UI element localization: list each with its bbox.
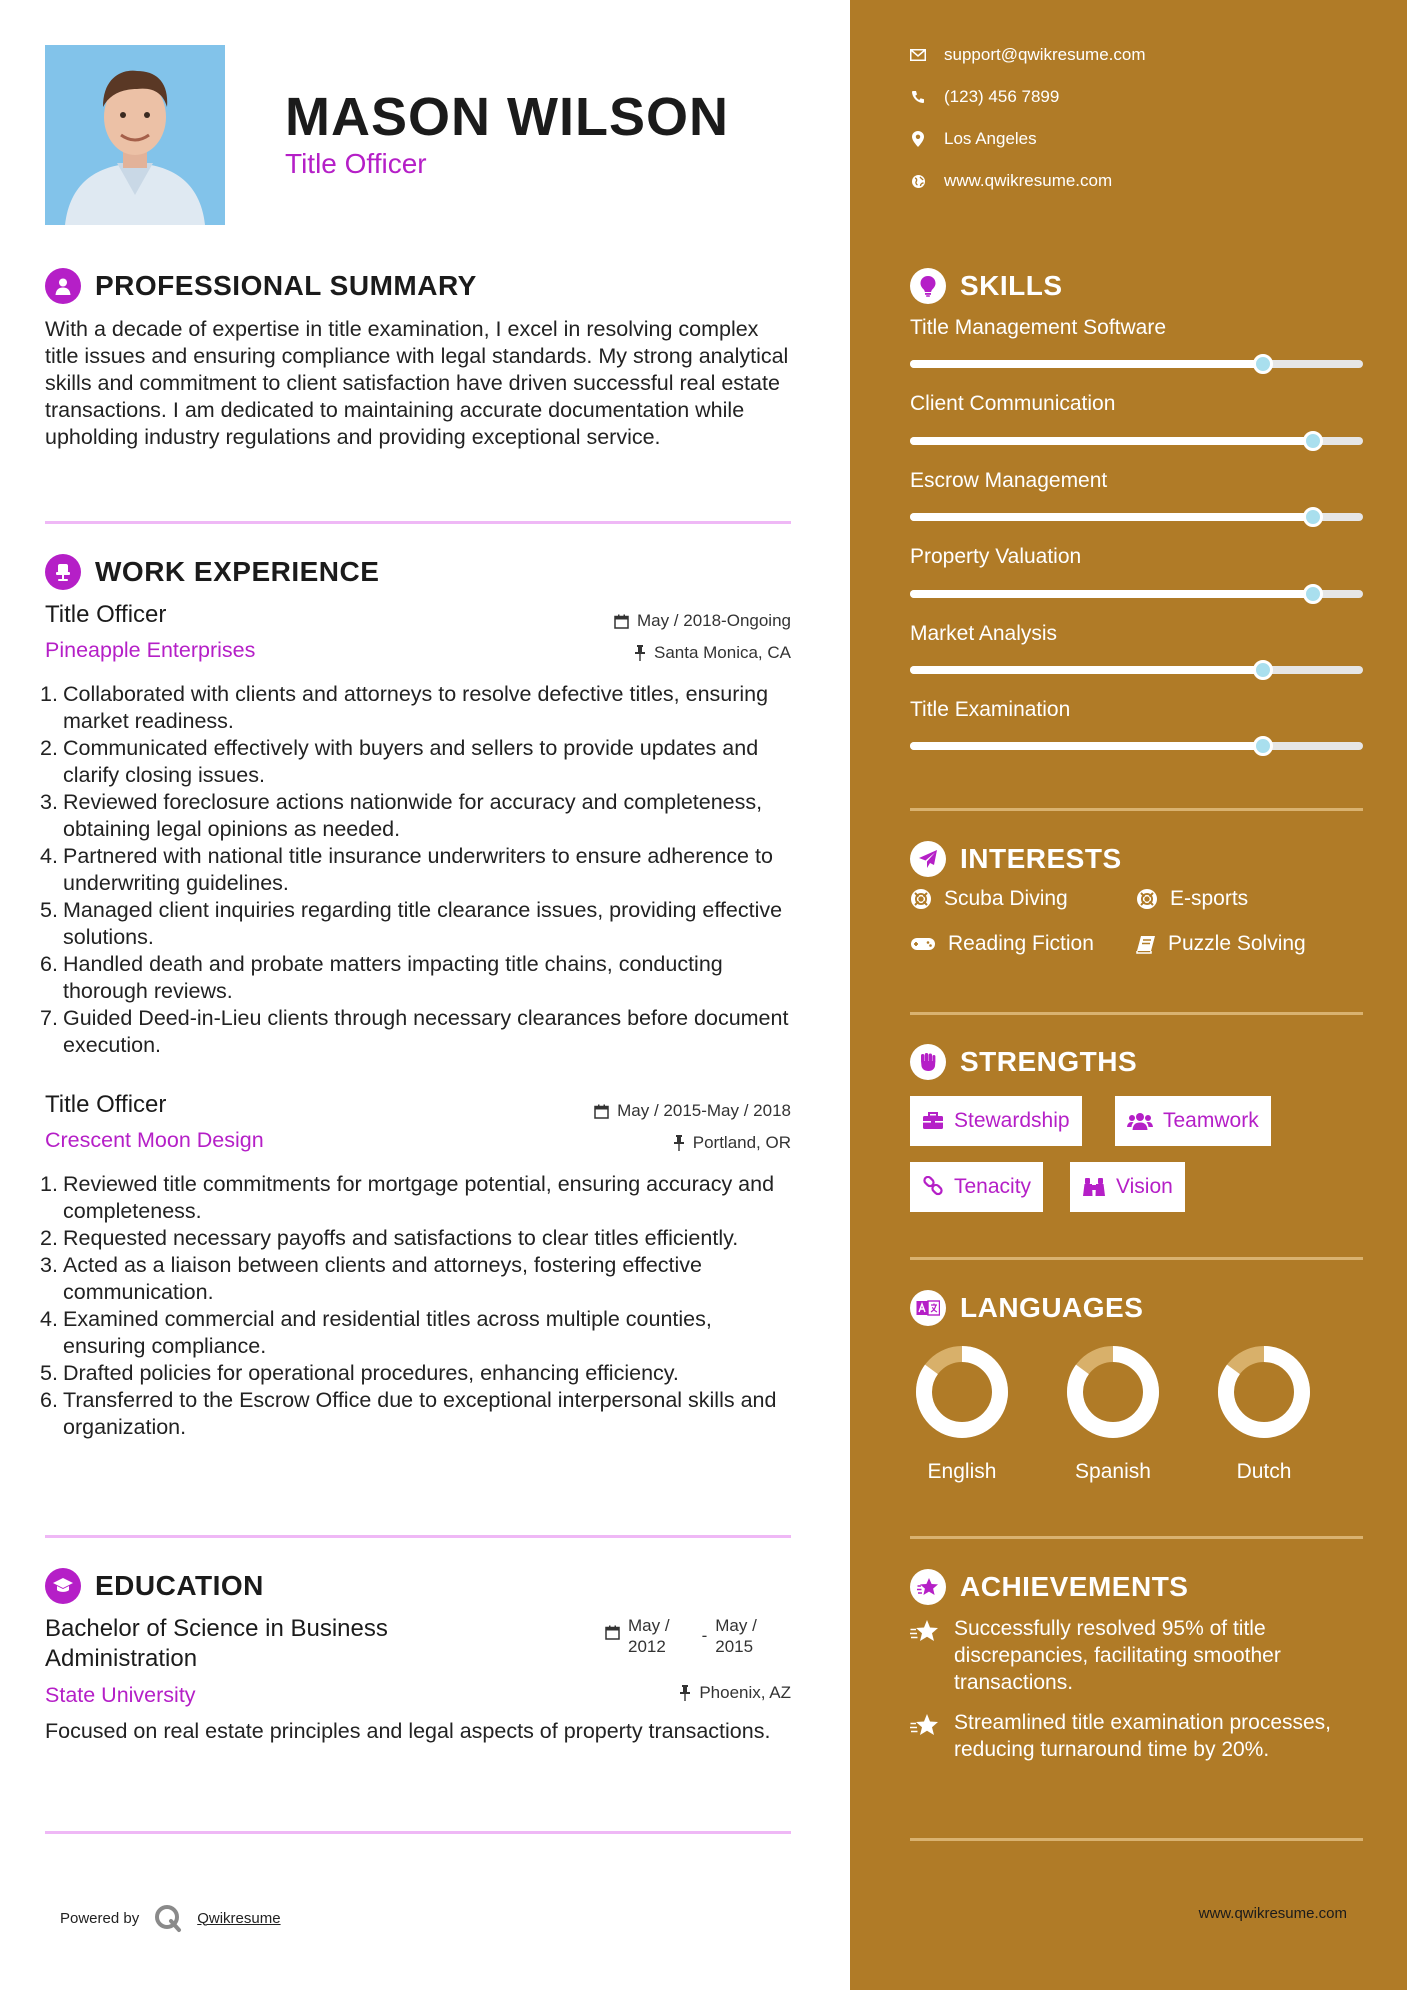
start-date: May / 2012 [628,1616,670,1656]
education-dates [605,1615,757,1657]
job-responsibilities [40,1171,800,1441]
job-location [673,1133,791,1153]
interest-item [910,932,1094,956]
skill-bar-fill [910,360,1263,368]
users-icon [1127,1112,1153,1130]
fist-icon [910,1044,946,1080]
globe-icon [910,173,926,189]
achievement-text: Successfully resolved 95% of title discrepancies, facilitating smoother transactions. [954,1617,1281,1694]
life-ring-icon [910,888,932,910]
list-item: 6. Handled death and probate matters impacting title chains, conducting thorough reviews. [40,952,723,1003]
skill-bar-knob [1253,736,1273,756]
pin-icon [634,645,646,661]
sidebar [850,0,1407,1990]
skill-bar-knob [1253,354,1273,374]
powered-by-label: Powered by [60,1909,140,1927]
skill-name: Escrow Management [910,469,1108,492]
calendar-icon [605,1625,620,1640]
skill-bar [910,590,1363,598]
interests-title: INTERESTS [960,843,1122,874]
list-item: 5. Managed client inquiries regarding title clearance issues, providing effective solutions. [40,898,783,949]
skill-bar-knob [1303,507,1323,527]
job-company: Pineapple Enterprises [45,638,256,662]
list-item: 3. Reviewed foreclosure actions nationwide for accuracy and completeness, obtaining legal opinions as needed. [40,790,763,841]
job-company: Crescent Moon Design [45,1128,264,1152]
calendar-icon [614,614,629,629]
interest-label: Reading Fiction [948,932,1094,955]
language-item [897,1342,1027,1484]
section-divider [910,1838,1363,1841]
education-heading [45,1568,264,1604]
language-name: English [927,1460,997,1483]
envelope-icon [910,47,926,63]
strength-chip [910,1096,1082,1146]
section-divider [910,1536,1363,1539]
achievements-title: ACHIEVEMENTS [960,1571,1189,1602]
interest-label: E-sports [1170,887,1249,910]
section-divider [910,1012,1363,1015]
list-item: 5. Drafted policies for operational procedures, enhancing efficiency. [40,1361,679,1385]
interest-label: Scuba Diving [944,887,1068,910]
strength-chip [910,1162,1043,1212]
contact-website[interactable] [910,171,1112,191]
section-divider [45,1831,791,1834]
achievements-heading [910,1569,1188,1605]
qwikresume-link[interactable]: Qwikresume [197,1909,281,1927]
calendar-icon [594,1104,609,1119]
qwikresume-logo-icon [153,1903,183,1933]
skill-bar-fill [910,590,1313,598]
skill-bar [910,666,1363,674]
language-item [1199,1342,1329,1484]
section-divider [910,1257,1363,1260]
language-proficiency-ring [1214,1342,1314,1442]
end-date: May / 2015 [715,1616,757,1656]
experience-heading [45,554,379,590]
list-item: 4. Partnered with national title insurance underwriters to ensure adherence to underwriting guidelines. [40,844,773,895]
job-location [634,643,791,663]
achievement-text: Streamlined title examination processes, reducing turnaround time by 20%. [954,1711,1332,1761]
contact-phone-text: (123) 456 7899 [944,87,1060,106]
paper-plane-icon [910,841,946,877]
graduation-cap-icon [45,1568,81,1604]
star-icon [910,1709,942,1763]
skill-bar [910,742,1363,750]
interest-item [910,887,1068,911]
briefcase-icon [922,1112,944,1130]
list-item: 3. Acted as a liaison between clients and attorneys, fostering effective communication. [40,1253,703,1304]
language-name: Dutch [1236,1460,1292,1483]
languages-title: LANGUAGES [960,1292,1144,1323]
date-dash: - [701,1626,708,1645]
skill-bar-knob [1303,431,1323,451]
language-name: Spanish [1075,1460,1151,1483]
language-item [1048,1342,1178,1484]
skill-name: Title Management Software [910,316,1167,339]
list-item: 1. Collaborated with clients and attorneys to resolve defective titles, ensuring market readiness. [40,682,769,733]
link-icon [922,1176,944,1198]
list-item: 2. Communicated effectively with buyers and sellers to provide updates and clarify closing issues. [40,736,759,787]
skill-bar-fill [910,513,1313,521]
list-item: 4. Examined commercial and residential titles across multiple counties, ensuring compliance. [40,1307,712,1358]
interests-heading [910,841,1122,877]
job-location-text: Portland, OR [692,1133,791,1152]
skill-name: Property Valuation [910,545,1082,568]
skills-heading [910,268,1063,304]
book-icon [1136,934,1156,954]
skill-bar [910,437,1363,445]
job-date-text: May / 2015-May / 2018 [617,1101,791,1120]
skill-name: Title Examination [910,698,1071,721]
powered-by [60,1903,281,1933]
language-icon [910,1290,946,1326]
contact-location-text: Los Angeles [944,129,1037,148]
section-divider [45,1535,791,1538]
experience-title: WORK EXPERIENCE [95,556,380,587]
skills-title: SKILLS [960,270,1063,301]
summary-text: With a decade of expertise in title examination, I excel in resolving complex title issues and ensuring compliance with legal standards. My strong analytical skills and commitment to client satisfaction have driven successful real estate transactions. I am dedicated to maintaining accurate documentation while upholding industry regulations and providing exceptional service. [45,317,789,449]
education-location-text: Phoenix, AZ [699,1683,791,1702]
summary-heading [45,268,477,304]
education-location [679,1683,791,1703]
binoculars-icon [1082,1177,1106,1197]
achievement-item [910,1615,1370,1696]
languages-heading [910,1290,1143,1326]
school-name: State University [45,1683,196,1707]
skill-bar-fill [910,437,1313,445]
list-item: 6. Transferred to the Escrow Office due to exceptional interpersonal skills and organization. [40,1388,777,1439]
phone-icon [910,89,926,105]
skill-name: Client Communication [910,392,1116,415]
contact-website-text: www.qwikresume.com [944,171,1113,190]
section-divider [910,808,1363,811]
contact-email[interactable] [910,45,1146,65]
star-icon [910,1615,942,1696]
achievement-item [910,1709,1370,1763]
list-item: 7. Guided Deed-in-Lieu clients through necessary clearances before document execution. [40,1006,789,1057]
job-title: Title Officer [45,1091,167,1118]
profile-photo [45,45,225,225]
degree-line: Bachelor of Science in Business [45,1615,388,1642]
education-title: EDUCATION [95,1570,264,1601]
strength-label: Teamwork [1163,1109,1259,1132]
lightbulb-icon [910,268,946,304]
language-proficiency-ring [912,1342,1012,1442]
job-date [594,1101,791,1121]
skill-bar-fill [910,742,1263,750]
skill-bar-knob [1253,660,1273,680]
contact-phone[interactable] [910,87,1059,107]
interest-item [1136,887,1248,911]
user-icon [45,268,81,304]
job-responsibilities [40,681,800,1059]
gamepad-icon [910,936,936,952]
job-date [614,611,791,631]
skill-bar-fill [910,666,1263,674]
strength-label: Tenacity [954,1175,1032,1198]
degree-line: Administration [45,1645,198,1672]
degree [45,1614,388,1674]
strengths-title: STRENGTHS [960,1046,1138,1077]
contact-email-text: support@qwikresume.com [944,45,1146,64]
life-ring-icon [1136,888,1158,910]
skill-bar [910,360,1363,368]
section-divider [45,521,791,524]
skill-bar [910,513,1363,521]
language-proficiency-ring [1063,1342,1163,1442]
education-description: Focused on real estate principles and legal aspects of property transactions. [45,1719,771,1743]
job-title: Title Officer [45,601,167,628]
strength-label: Stewardship [954,1109,1070,1132]
candidate-name: MASON WILSON [285,87,729,147]
candidate-title: Title Officer [285,148,427,179]
interest-label: Puzzle Solving [1168,932,1306,955]
office-chair-icon [45,554,81,590]
star-badge-icon [910,1569,946,1605]
location-pin-icon [910,131,926,147]
list-item: 1. Reviewed title commitments for mortgage potential, ensuring accuracy and completeness. [40,1172,775,1223]
interest-item [1136,932,1306,956]
contact-location [910,129,1037,149]
pin-icon [673,1135,685,1151]
strength-chip [1070,1162,1185,1212]
summary-title: PROFESSIONAL SUMMARY [95,270,477,301]
skill-name: Market Analysis [910,622,1058,645]
strength-label: Vision [1116,1175,1173,1198]
strength-chip [1115,1096,1271,1146]
skill-bar-knob [1303,584,1323,604]
strengths-heading [910,1044,1137,1080]
footer-website[interactable]: www.qwikresume.com [1198,1905,1347,1922]
pin-icon [679,1685,691,1701]
list-item: 2. Requested necessary payoffs and satisfactions to clear titles efficiently. [40,1226,739,1250]
job-location-text: Santa Monica, CA [653,643,791,662]
job-date-text: May / 2018-Ongoing [636,611,791,630]
